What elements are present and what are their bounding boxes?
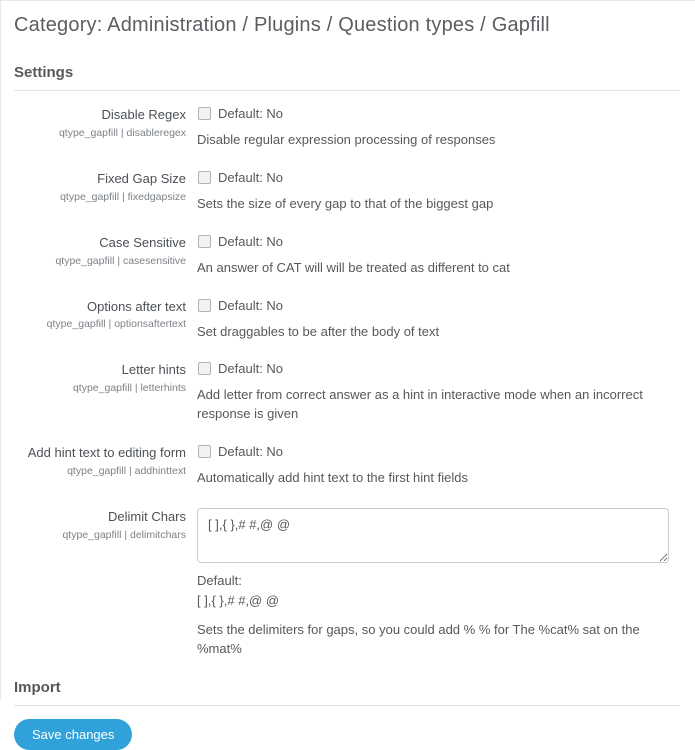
setting-row-fixedgapsize [14, 170, 680, 214]
footer-actions [14, 719, 680, 750]
settings-section-heading: Settings [14, 64, 680, 91]
setting-config-name: qtype_gapfill | optionsaftertext [46, 318, 186, 331]
setting-label: Case Sensitive [99, 234, 186, 250]
addhinttext-checkbox[interactable] [198, 445, 211, 458]
setting-description: Set draggables to be after the body of text [197, 323, 440, 339]
default-value: [ ],{ },# #,@ @ [197, 593, 280, 609]
setting-description: Add letter from correct answer as a hint in interactive mode when an incorrect response is given [197, 387, 643, 422]
casesensitive-checkbox[interactable] [198, 235, 211, 248]
setting-control-block [197, 444, 680, 488]
setting-label-block [14, 170, 186, 214]
setting-config-name: qtype_gapfill | disableregex [58, 126, 186, 139]
setting-label: Options after text [87, 298, 186, 314]
setting-label-block [14, 234, 186, 278]
page-title: Category: Administration / Plugins / Question types / Gapfill [14, 14, 550, 36]
setting-row-addhinttext [14, 444, 680, 488]
setting-label-block [14, 361, 186, 424]
default-label: Default: No [218, 361, 284, 377]
setting-control-block [197, 298, 680, 342]
setting-label-block [14, 444, 186, 488]
setting-description: Automatically add hint text to the first hint fields [197, 470, 468, 486]
setting-control-block [197, 234, 680, 278]
optionsaftertext-checkbox[interactable] [198, 299, 211, 312]
setting-label: Delimit Chars [107, 508, 186, 524]
setting-row-disableregex [14, 106, 680, 150]
setting-row-delimitchars [14, 508, 680, 659]
setting-control-block [197, 106, 680, 150]
setting-label: Disable Regex [101, 107, 186, 122]
setting-description: Sets the delimiters for gaps, so you could add % % for The %cat% sat on the %mat% [197, 622, 640, 657]
disableregex-checkbox[interactable] [198, 107, 211, 120]
import-section-heading: Import [14, 679, 680, 706]
setting-control-block [197, 170, 680, 214]
setting-label-block [14, 298, 186, 342]
save-changes-button[interactable]: Save changes [14, 719, 132, 750]
setting-row-letterhints [14, 361, 680, 424]
setting-description: Disable regular expression processing of responses [197, 132, 496, 147]
default-label: Default: No [218, 169, 284, 185]
setting-label: Letter hints [121, 362, 186, 378]
default-label: Default: No [218, 106, 284, 121]
default-label: Default: No [218, 297, 284, 313]
default-label: Default: No [218, 233, 284, 249]
setting-label-block [14, 508, 186, 659]
admin-settings-page [1, 1, 695, 750]
setting-config-name: qtype_gapfill | addhinttext [67, 464, 186, 477]
fixedgapsize-checkbox[interactable] [198, 171, 211, 184]
setting-control-block [197, 361, 680, 424]
setting-default-block [197, 571, 680, 611]
setting-row-casesensitive [14, 234, 680, 278]
setting-control-block [197, 508, 680, 659]
setting-config-name: qtype_gapfill | letterhints [72, 382, 186, 395]
setting-config-name: qtype_gapfill | fixedgapsize [60, 190, 186, 203]
default-label: Default: No [218, 444, 284, 460]
letterhints-checkbox[interactable] [198, 362, 211, 375]
setting-label-block [14, 106, 186, 150]
default-prefix: Default: [197, 572, 242, 588]
setting-config-name: qtype_gapfill | casesensitive [55, 254, 186, 267]
setting-label: Add hint text to editing form [27, 445, 186, 461]
setting-description: An answer of CAT will will be treated as different to cat [197, 259, 510, 275]
delimitchars-textarea[interactable] [197, 508, 669, 563]
settings-form [14, 91, 680, 659]
setting-row-optionsaftertext [14, 298, 680, 342]
setting-config-name: qtype_gapfill | delimitchars [62, 528, 186, 541]
setting-label: Fixed Gap Size [97, 170, 186, 186]
setting-description: Sets the size of every gap to that of the biggest gap [197, 195, 494, 211]
